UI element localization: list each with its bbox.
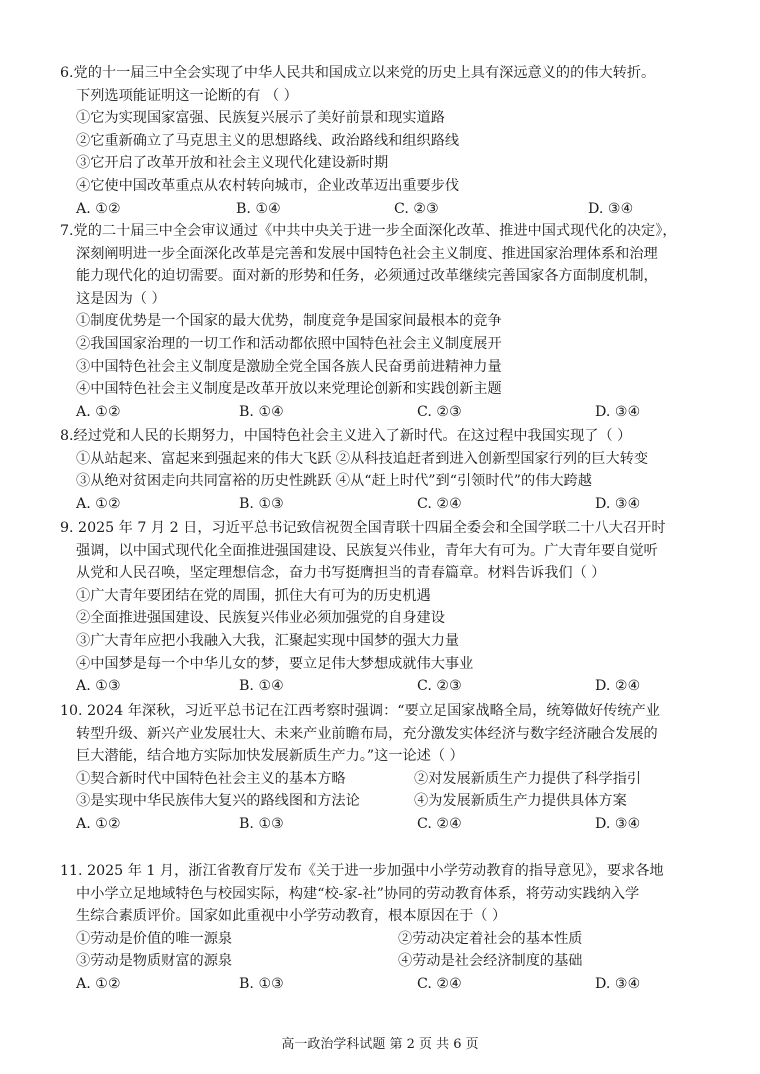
statement-3: ③中国特色社会主义制度是激励全党全国各族人民奋勇前进精神力量 [76,358,502,375]
statement-2: ②劳动决定着社会的基本性质 [398,930,583,947]
option-d: D. ③④ [588,200,634,217]
answer-options [60,493,720,516]
option-b: B. ①③ [239,815,284,832]
question-7 [60,220,720,423]
statements-1-2: ①从站起来、富起来到强起来的伟大飞跃 ②从科技追赶者到进入创新型国家行列的巨大转变 [76,450,649,467]
statements-3-4: ③从绝对贫困走向共同富裕的历史性跳跃 ④从“赶上时代”到“引领时代”的伟大跨越 [76,473,592,490]
question-stem: 从党和人民召唤，坚定理想信念，奋力书写挺膺担当的青春篇章。材料告诉我们（ ） [76,565,606,582]
answer-options [60,198,720,221]
option-a: A. ①② [76,200,121,217]
question-stem: 10. 2024 年深秋，习近平总书记在江西考察时强调：“要立足国家战略全局，统筹做好传统产业 [60,703,660,719]
question-stem: 下列选项能证明这一论断的有 （ ） [76,87,298,104]
option-b: B. ①④ [236,200,281,217]
option-c: C. ②③ [417,678,462,695]
option-d: D. ③④ [595,495,641,512]
option-d: D. ②④ [595,678,641,695]
question-stem: 9. 2025 年 7 月 2 日，习近平总书记致信祝贺全国青联十四届全委会和全国学联二十八大召开时 [60,520,666,536]
option-d: D. ③④ [595,975,641,992]
statement-3: ③劳动是物质财富的源泉 [76,953,233,970]
statement-2: ②我国国家治理的一切工作和活动都依照中国特色社会主义制度展开 [76,335,502,352]
statement-4: ④劳动是社会经济制度的基础 [398,953,583,970]
answer-options [60,813,720,836]
question-stem: 11. 2025 年 1 月，浙江省教育厅发布《关于进一步加强中小学劳动教育的指导意见》，要求各地 [60,863,664,879]
question-stem: 巨大潜能，结合地方实际加快发展新质生产力。”这一论述（ ） [76,748,464,765]
question-stem: 8.经过党和人民的长期努力，中国特色社会主义进入了新时代。在这过程中我国实现了（ ） [60,428,632,444]
answer-options [60,401,720,424]
page-footer: 高一政治学科试题 第 2 页 共 6 页 [281,1037,479,1052]
option-c: C. ②④ [417,975,462,992]
option-a: A. ①② [76,495,121,512]
question-9 [60,517,720,698]
question-stem: 深刻阐明进一步全面深化改革是完善和发展中国特色社会主义制度、推进国家治理体系和治理 [76,245,658,262]
option-a: A. ①③ [76,678,121,695]
statement-1: ①它为实现国家富强、民族复兴展示了美好前景和现实道路 [76,110,445,127]
option-b: B. ①④ [239,678,284,695]
option-a: A. ①② [76,403,121,420]
statement-4: ④中国特色社会主义制度是改革开放以来党理论创新和实践创新主题 [76,381,502,398]
question-stem: 这是因为（ ） [76,290,166,307]
statement-3: ③广大青年应把小我融入大我，汇聚起实现中国梦的强大力量 [76,632,460,649]
question-10 [60,700,720,836]
option-c: C. ②④ [417,495,462,512]
option-b: B. ①④ [239,403,284,420]
option-b: B. ①③ [239,975,284,992]
option-c: C. ②③ [394,200,439,217]
statements-row-2 [60,950,720,973]
option-b: B. ①③ [239,495,284,512]
statement-2: ②全面推进强国建设、民族复兴伟业必须加强党的自身建设 [76,610,445,627]
statement-2: ②对发展新质生产力提供了科学指引 [414,770,642,787]
statements-row-1 [60,768,720,791]
statements-row-2 [60,790,720,813]
statement-1: ①劳动是价值的唯一源泉 [76,930,233,947]
option-a: A. ①② [76,815,121,832]
statement-1: ①广大青年要团结在党的周围，抓住大有可为的历史机遇 [76,587,431,604]
answer-options [60,973,720,996]
option-d: D. ③④ [595,815,641,832]
statements-row-1 [60,928,720,951]
question-6 [60,62,720,220]
option-c: C. ②④ [417,815,462,832]
option-a: A. ①② [76,975,121,992]
question-stem: 能力现代化的迫切需要。面对新的形势和任务，必须通过改革继续完善国家各方面制度机制， [76,268,658,285]
option-c: C. ②③ [417,403,462,420]
option-d: D. ③④ [595,403,641,420]
statement-1: ①契合新时代中国特色社会主义的基本方略 [76,770,346,787]
question-stem: 转型升级、新兴产业发展壮大、未来产业前瞻布局，充分激发实体经济与数字经济融合发展的 [76,725,658,742]
question-8 [60,425,720,515]
statement-3: ③是实现中华民族伟大复兴的路线图和方法论 [76,793,360,810]
statement-4: ④它使中国改革重点从农村转向城市，企业改革迈出重要步伐 [76,177,460,194]
question-11 [60,860,720,996]
statement-3: ③它开启了改革开放和社会主义现代化建设新时期 [76,155,389,172]
question-stem: 生综合素质评价。国家如此重视中小学劳动教育，根本原因在于（ ） [76,908,507,925]
statement-1: ①制度优势是一个国家的最大优势，制度竞争是国家间最根本的竞争 [76,313,502,330]
question-stem: 7.党的二十届三中全会审议通过《中共中央关于进一步全面深化改革、推进中国式现代化的决定》， [60,223,677,239]
statement-4: ④中国梦是每一个中华儿女的梦，要立足伟大梦想成就伟大事业 [76,655,474,672]
statement-2: ②它重新确立了马克思主义的思想路线、政治路线和组织路线 [76,132,460,149]
question-stem: 中小学立足地域特色与校园实际，构建“校-家-社”协同的劳动教育体系，将劳动实践纳入学 [76,885,640,902]
question-stem: 强调，以中国式现代化全面推进强国建设、民族复兴伟业，青年大有可为。广大青年要自觉听 [76,542,658,559]
answer-options [60,675,720,698]
question-stem: 6.党的十一届三中全会实现了中华人民共和国成立以来党的历史上具有深远意义的的伟大转折。 [60,65,656,81]
statement-4: ④为发展新质生产力提供具体方案 [414,793,627,810]
